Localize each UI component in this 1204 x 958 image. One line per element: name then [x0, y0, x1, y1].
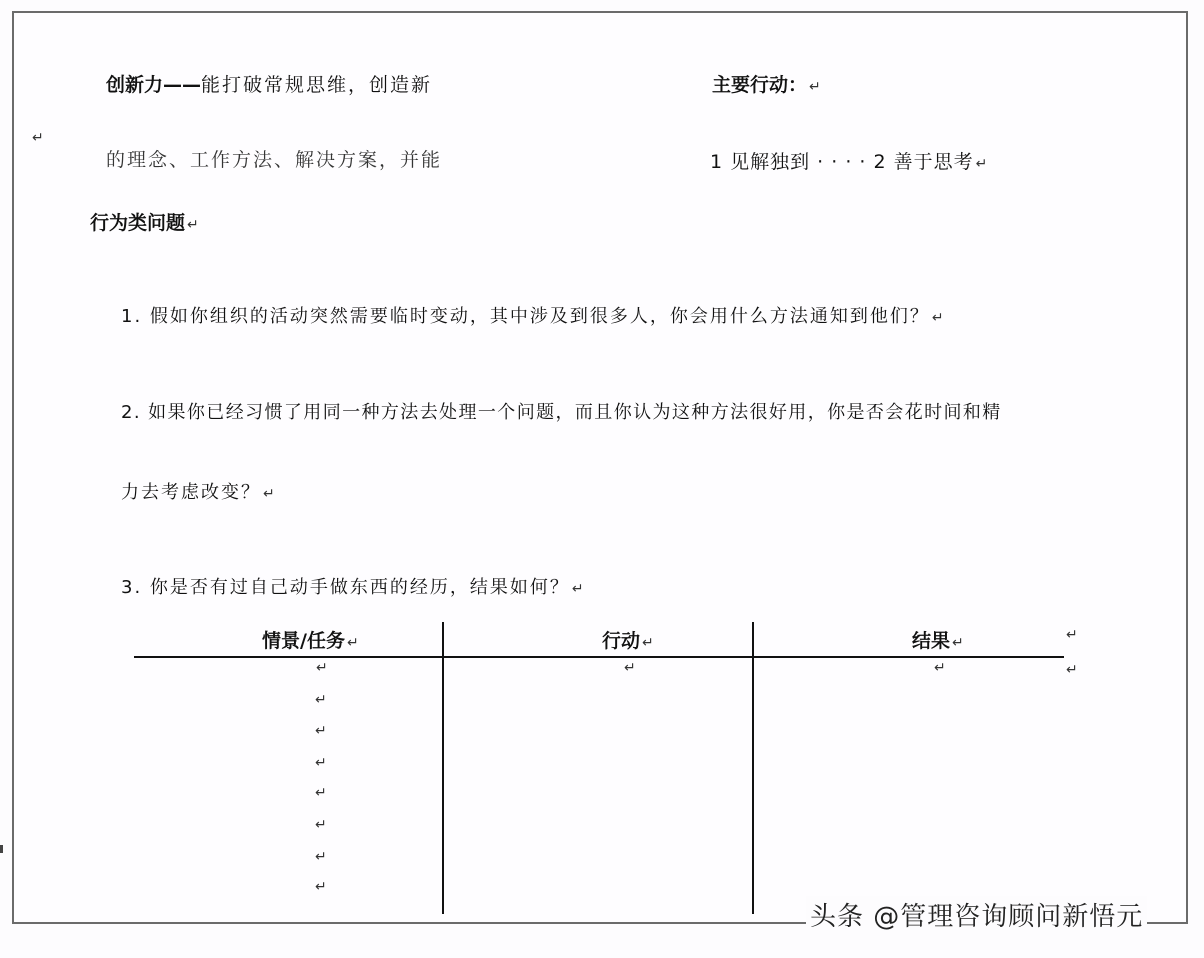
margin-marker — [0, 845, 3, 853]
paragraph-mark-icon: ↵ — [346, 635, 359, 651]
table-header-result: 结果 ↵ — [912, 630, 964, 652]
question-3: 3. 你是否有过自己动手做东西的经历，结果如何？ ↵ — [121, 577, 586, 598]
table-divider-2 — [752, 622, 754, 914]
paragraph-mark-icon: ↵ — [315, 879, 327, 895]
paragraph-mark-icon: ↵ — [315, 692, 327, 708]
table-header-rule — [134, 656, 1064, 658]
table-header-situation: 情景/任务 ↵ — [262, 630, 359, 652]
paragraph-mark-icon: ↵ — [263, 486, 277, 502]
paragraph-mark-icon: ↵ — [315, 817, 327, 833]
paragraph-mark-icon: ↵ — [315, 723, 327, 739]
paragraph-mark-icon: ↵ — [624, 660, 636, 676]
main-actions-items: 1 见解独到 · · · · 2 善于思考 ↵ — [710, 151, 989, 173]
watermark: 头条 @管理咨询顾问新悟元 — [806, 896, 1147, 933]
innovation-text-1: 能打破常规思维，创造新 — [201, 74, 433, 96]
table-divider-1 — [442, 622, 444, 914]
innovation-line-1 — [106, 70, 432, 97]
paragraph-mark-icon: ↵ — [809, 79, 821, 95]
paragraph-mark-icon: ↵ — [187, 217, 199, 233]
paragraph-mark-icon: ↵ — [315, 785, 327, 801]
paragraph-mark-icon: ↵ — [571, 581, 586, 597]
paragraph-mark-icon: ↵ — [642, 635, 654, 651]
table-header-action: 行动 ↵ — [602, 630, 654, 652]
question-1: 1. 假如你组织的活动突然需要临时变动，其中涉及到很多人，你会用什么方法通知到他们？ ↵ — [121, 306, 946, 327]
paragraph-mark-icon: ↵ — [975, 156, 989, 172]
innovation-heading: 创新力—— — [106, 74, 202, 96]
section-title: 行为类问题 ↵ — [90, 212, 199, 234]
row-end-mark-icon: ↵ — [1066, 627, 1078, 643]
paragraph-mark-icon: ↵ — [934, 660, 946, 676]
paragraph-mark-icon: ↵ — [315, 849, 327, 865]
paragraph-mark-icon: ↵ — [32, 130, 44, 146]
question-2-line-2: 力去考虑改变？ ↵ — [121, 482, 277, 503]
innovation-line-2: 的理念、工作方法、解决方案，并能 — [106, 149, 443, 171]
question-2-line-1: 2. 如果你已经习惯了用同一种方法去处理一个问题，而且你认为这种方法很好用，你是否会花时间和精 — [121, 402, 1002, 423]
paragraph-mark-icon: ↵ — [315, 755, 327, 771]
paragraph-mark-icon: ↵ — [316, 660, 328, 676]
paragraph-mark-icon: ↵ — [952, 635, 964, 651]
paragraph-mark-icon: ↵ — [931, 310, 946, 326]
row-end-mark-icon: ↵ — [1066, 662, 1078, 678]
main-actions-heading: 主要行动： ↵ — [712, 74, 821, 96]
